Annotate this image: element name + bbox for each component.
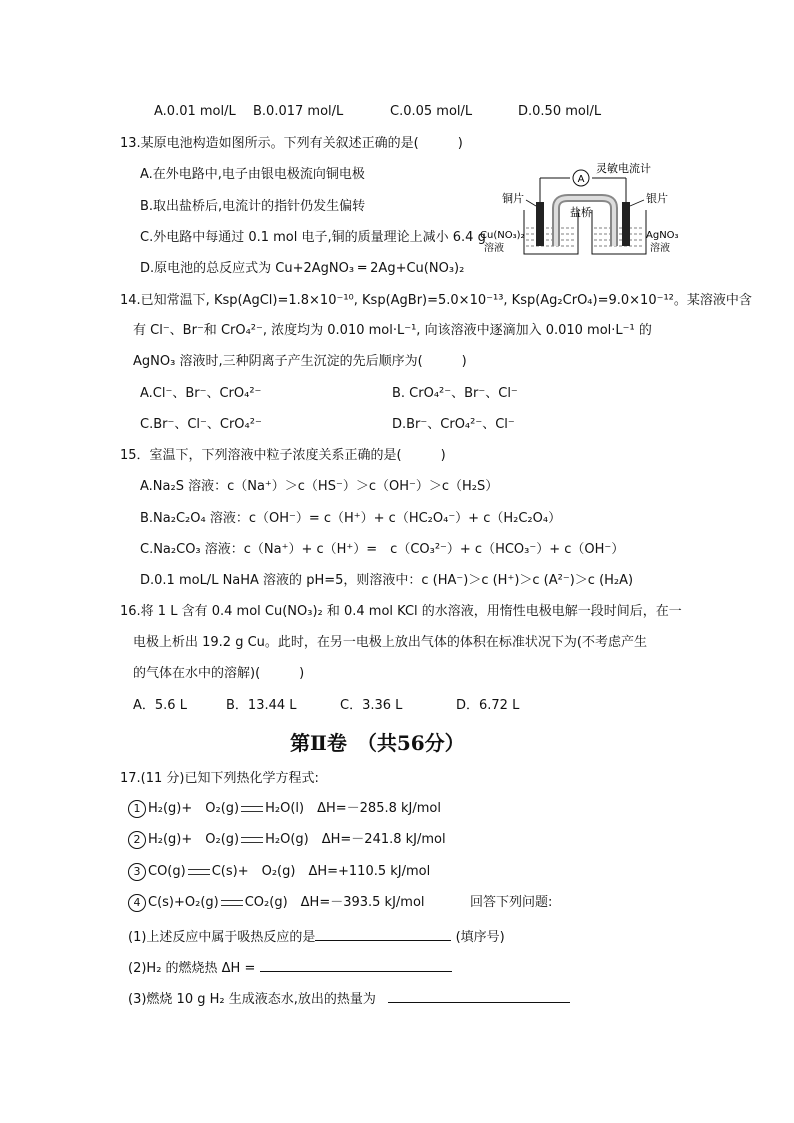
equation-number: 3: [128, 863, 146, 881]
equation-left: H₂(g)+ O₂(g): [148, 801, 240, 816]
q15-option-b: B.Na₂C₂O₄ 溶液：c（OH⁻）= c（H⁺）+ c（HC₂O₄⁻）+ c（H₂C₂O₄）: [140, 511, 562, 526]
equation-right: H₂O(g) ΔH=－241.8 kJ/mol: [265, 832, 446, 847]
q15-option-c: C.Na₂CO₃ 溶液：c（Na⁺）+ c（H⁺）= c（CO₃²⁻）+ c（HCO₃⁻）+ c（OH⁻）: [140, 542, 625, 557]
copper-label: 铜片: [502, 192, 524, 205]
q17-sub-2: [128, 957, 452, 978]
equation-2: [128, 831, 446, 849]
q17-sub-3-text: (3)燃烧 10 g H₂ 生成液态水,放出的热量为: [128, 992, 376, 1007]
q16-option-c: C．3.36 L: [340, 698, 403, 713]
silver-electrode: [622, 202, 630, 246]
galvanometer-symbol: A: [577, 174, 585, 185]
q14-option-a: A.Cl⁻、Br⁻、CrO₄²⁻: [140, 386, 262, 401]
q17-sub-1-text: (1)上述反应中属于吸热反应的是: [128, 930, 316, 945]
q16-line-3: 的气体在水中的溶解)( ): [133, 666, 305, 681]
q14-line-3: AgNO₃ 溶液时,三种阴离子产生沉淀的先后顺序为( ): [133, 354, 467, 369]
q14-line-2: 有 Cl⁻、Br⁻和 CrO₄²⁻, 浓度均为 0.010 mol·L⁻¹, 向该溶液中逐滴加入 0.010 mol·L⁻¹ 的: [133, 323, 652, 338]
q12-option-a: A.0.01 mol/L: [154, 104, 236, 119]
equals-sign-icon: [221, 900, 243, 906]
q12-option-d: D.0.50 mol/L: [518, 104, 602, 119]
q17-sub-1-tail: (填序号): [455, 930, 505, 945]
answer-prompt: 回答下列问题:: [470, 895, 553, 910]
q17-stem: 17.(11 分)已知下列热化学方程式:: [120, 771, 319, 786]
equation-right: CO₂(g) ΔH=－393.5 kJ/mol: [244, 895, 425, 910]
equals-sign-icon: [241, 837, 263, 843]
right-solution-formula: AgNO₃: [646, 230, 679, 241]
equals-sign-icon: [188, 869, 210, 875]
q13-option-c: C.外电路中每通过 0.1 mol 电子,铜的质量理论上减小 6.4 g: [140, 230, 486, 245]
right-solution-label: 溶液: [650, 243, 670, 254]
q14-option-c: C.Br⁻、Cl⁻、CrO₄²⁻: [140, 417, 262, 432]
q14-option-b: B. CrO₄²⁻、Br⁻、Cl⁻: [392, 386, 518, 401]
q14-line-1: 14.已知常温下, Ksp(AgCl)=1.8×10⁻¹⁰, Ksp(AgBr)=5.0×10⁻¹³, Ksp(Ag₂CrO₄)=9.0×10⁻¹²。某溶液中含: [120, 293, 752, 308]
q16-option-a: A．5.6 L: [133, 698, 187, 713]
q16-line-1: 16.将 1 L 含有 0.4 mol Cu(NO₃)₂ 和 0.4 mol KCl 的水溶液，用惰性电极电解一段时间后，在一: [120, 604, 682, 619]
equation-left: CO(g): [148, 864, 186, 879]
right-beaker: [592, 210, 646, 254]
equation-4: [128, 894, 425, 912]
equation-number: 2: [128, 831, 146, 849]
equation-number: 4: [128, 894, 146, 912]
q17-sub-2-text: (2)H₂ 的燃烧热 ΔH =: [128, 961, 256, 976]
q17-sub-3: [128, 988, 570, 1009]
q15-stem: 15．室温下，下列溶液中粒子浓度关系正确的是( ): [120, 448, 446, 463]
q16-line-2: 电极上析出 19.2 g Cu。此时，在另一电极上放出气体的体积在标准状况下为(不考虑产生: [133, 635, 647, 650]
left-solution-formula: Cu(NO₃)₂: [480, 230, 525, 241]
silver-label: 银片: [646, 192, 668, 205]
equation-left: C(s)+O₂(g): [148, 895, 219, 910]
q13-stem: 13.某原电池构造如图所示。下列有关叙述正确的是( ): [120, 136, 463, 151]
q13-option-a: A.在外电路中,电子由银电极流向铜电极: [140, 167, 365, 182]
q15-option-d: D.0.1 moL/L NaHA 溶液的 pH=5，则溶液中：c (HA⁻)＞c (H⁺)＞c (A²⁻)＞c (H₂A): [140, 573, 634, 588]
equation-right: C(s)+ O₂(g) ΔH=+110.5 kJ/mol: [211, 864, 431, 879]
equation-3: [128, 863, 430, 881]
left-solution-label: 溶液: [484, 243, 504, 254]
galvanic-cell-diagram: [478, 158, 688, 262]
q15-option-a: A.Na₂S 溶液：c（Na⁺）＞c（HS⁻）＞c（OH⁻）＞c（H₂S）: [140, 479, 499, 494]
equation-left: H₂(g)+ O₂(g): [148, 832, 240, 847]
section-2-title: 第Ⅱ卷 （共56分）: [290, 731, 465, 755]
q14-option-d: D.Br⁻、CrO₄²⁻、Cl⁻: [392, 417, 515, 432]
galvanometer-label: 灵敏电流计: [596, 162, 651, 175]
q12-option-b: B.0.017 mol/L: [253, 104, 344, 119]
q16-option-d: D．6.72 L: [456, 698, 520, 713]
equation-1: [128, 800, 441, 818]
equation-right: H₂O(l) ΔH=－285.8 kJ/mol: [265, 801, 441, 816]
equals-sign-icon: [241, 806, 263, 812]
q13-option-d: D.原电池的总反应式为 Cu+2AgNO₃ ═ 2Ag+Cu(NO₃)₂: [140, 261, 465, 276]
q16-option-b: B．13.44 L: [226, 698, 297, 713]
q12-option-c: C.0.05 mol/L: [390, 104, 473, 119]
answer-blank-1[interactable]: [315, 926, 451, 941]
q17-sub-1: [128, 926, 505, 947]
equation-number: 1: [128, 800, 146, 818]
answer-blank-2[interactable]: [260, 957, 452, 972]
copper-electrode: [536, 202, 544, 246]
salt-bridge-label: 盐桥: [570, 206, 592, 219]
answer-blank-3[interactable]: [388, 988, 570, 1003]
q13-option-b: B.取出盐桥后,电流计的指针仍发生偏转: [140, 199, 366, 214]
